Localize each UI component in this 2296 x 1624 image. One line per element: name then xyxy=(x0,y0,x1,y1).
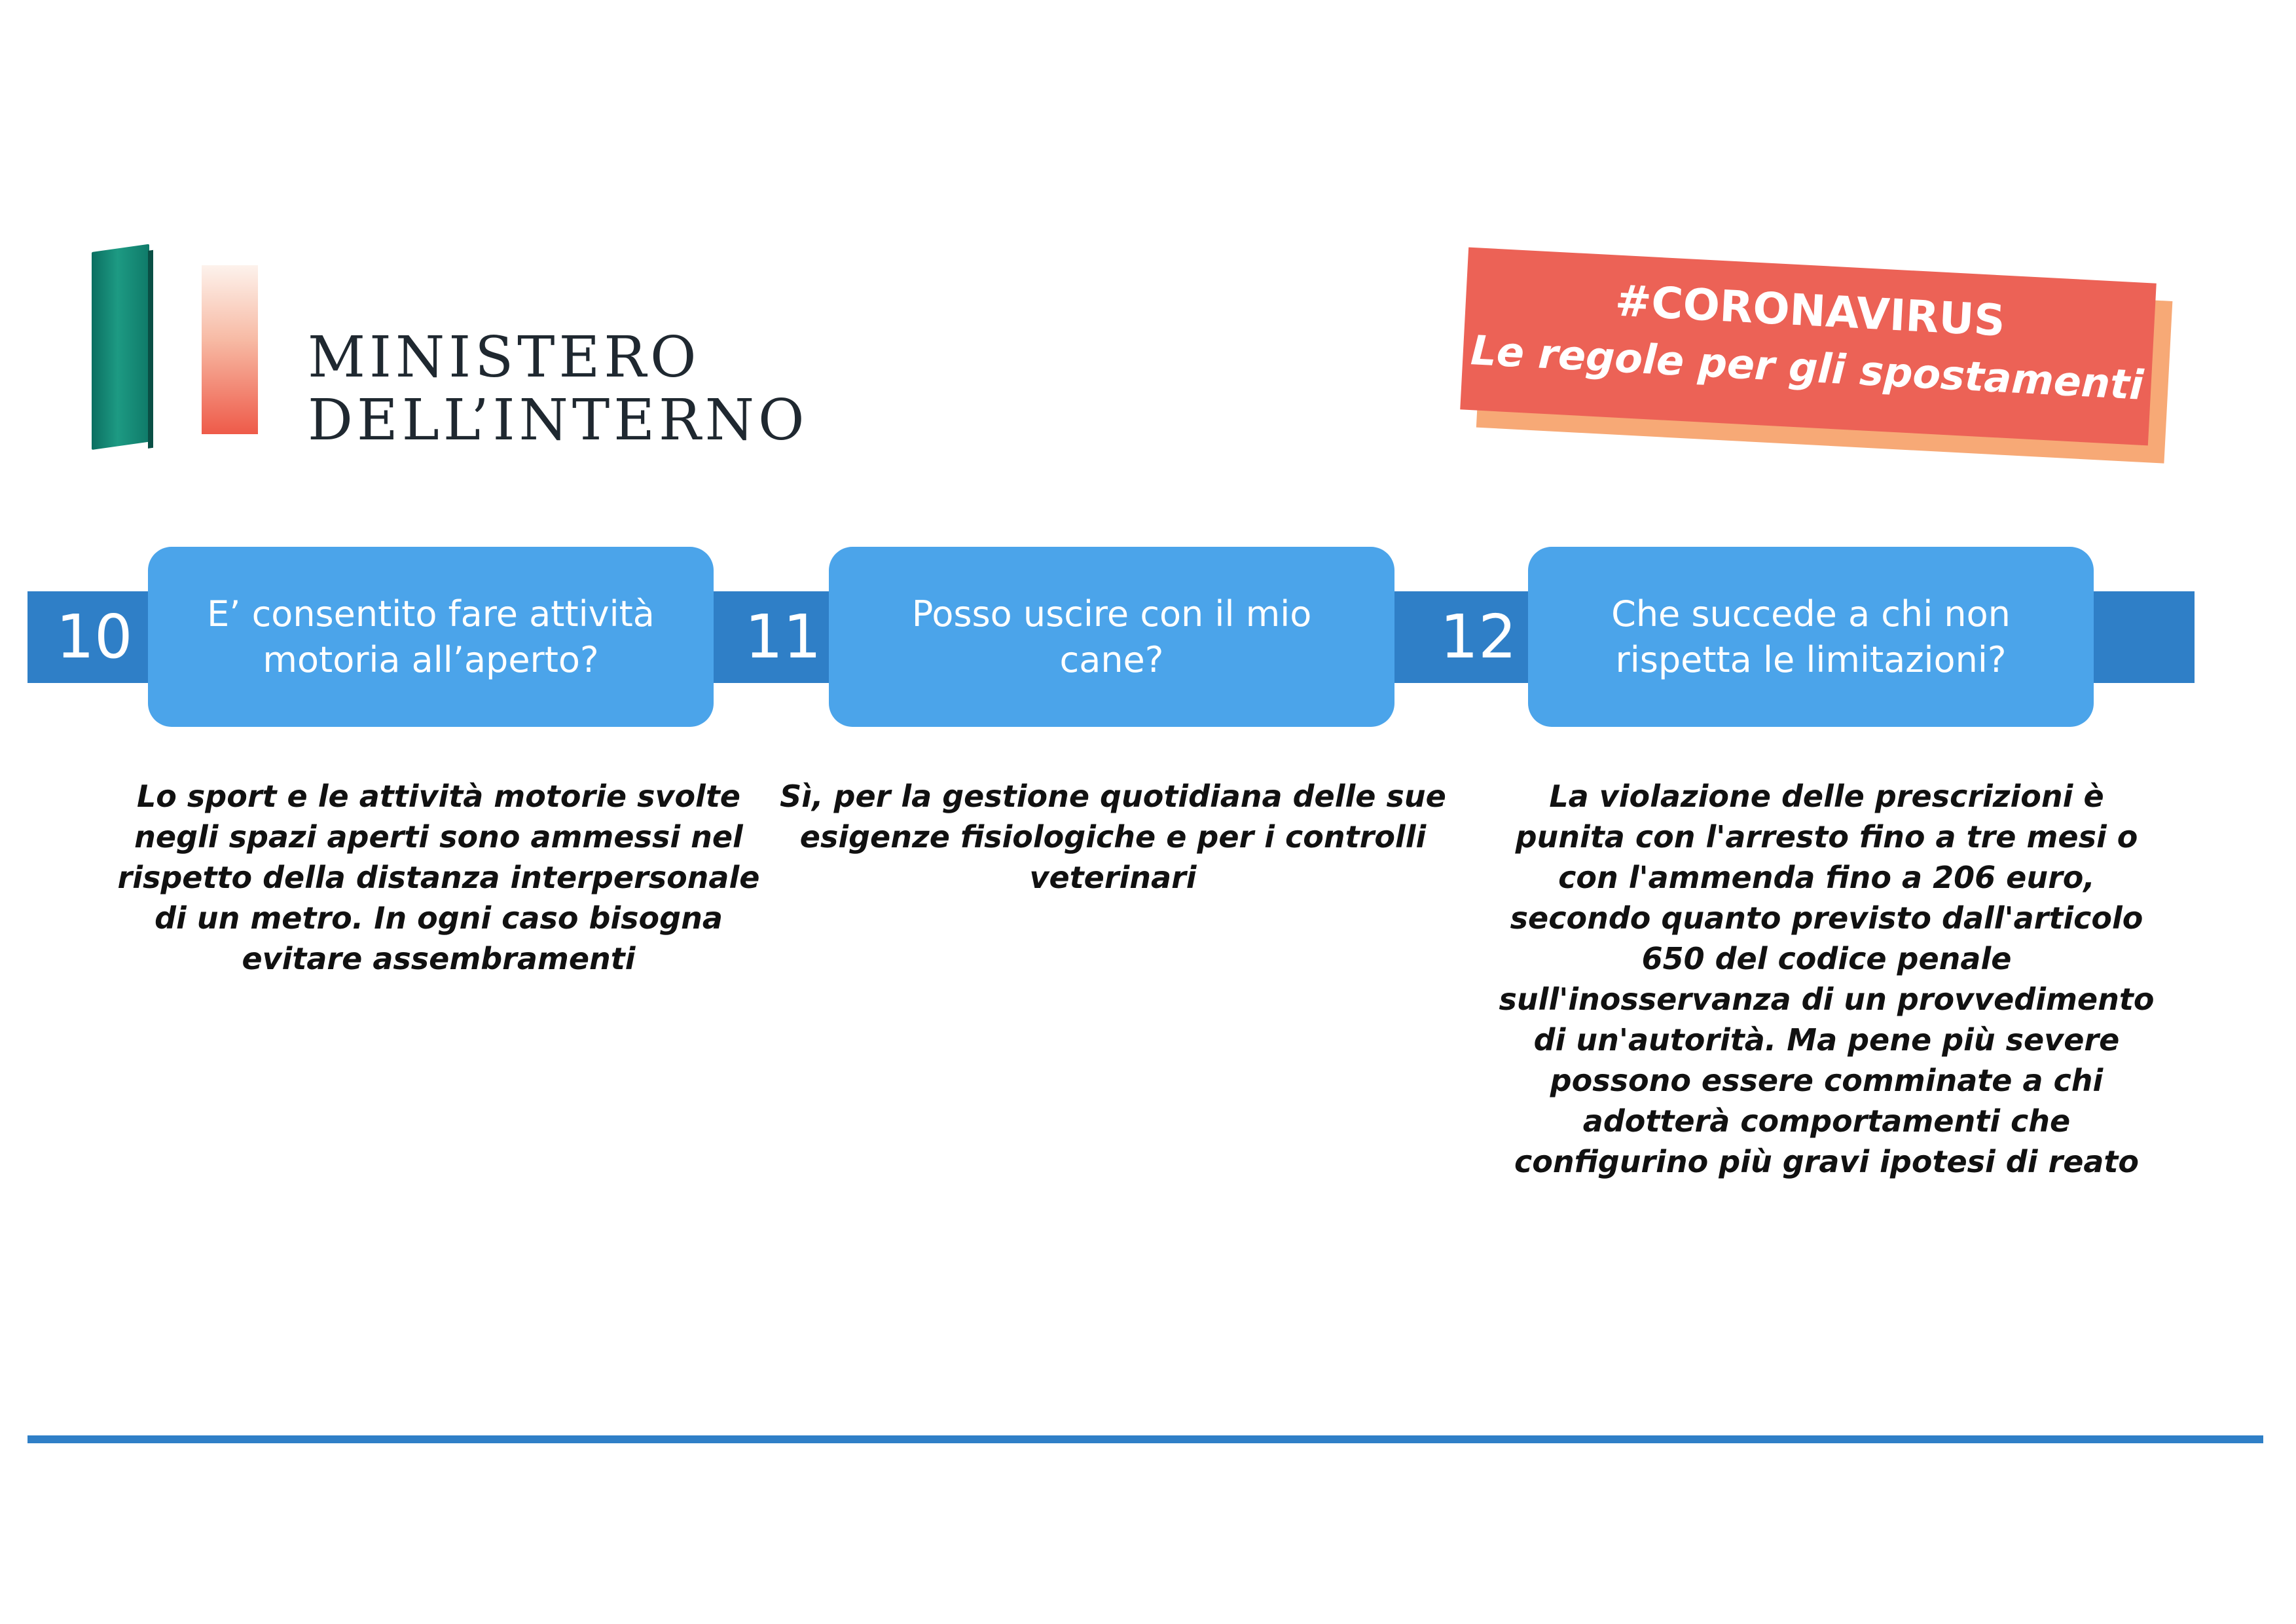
answer-12: La violazione delle prescrizioni è punita con l'arresto fino a tre mesi o con l'ammenda fino a 206 euro, secondo quanto previsto dall'articolo 650 del codice penale sull'inosservanza di un provvedimento di un'autorità. Ma pene più severe possono essere comminate a chi adotterà comportamenti che configurino più gravi ipotesi di reato xyxy=(1499,779,2155,1179)
answer-11: Sì, per la gestione quotidiana delle sue esigenze fisiologiche e per i controlli veterinari xyxy=(780,779,1446,895)
question-box-12: Che succede a chi non rispetta le limitazioni? xyxy=(1528,547,2094,727)
question-box-11: Posso uscire con il mio cane? xyxy=(829,547,1394,727)
banner-subtitle: Le regole per gli spostamenti xyxy=(1469,326,2145,409)
question-number-10: 10 xyxy=(56,602,133,672)
ministry-name xyxy=(308,326,809,452)
banner-title: #CORONAVIRUS xyxy=(1614,275,2007,346)
question-box-10: E’ consentito fare attività motoria all’aperto? xyxy=(148,547,714,727)
ministry-name-line2: DELL’INTERNO xyxy=(308,388,809,453)
question-number-11: 11 xyxy=(744,602,822,672)
flag-red-bar xyxy=(202,265,258,434)
ministry-name-line1: MINISTERO xyxy=(308,325,701,390)
flag-green-bar xyxy=(92,244,149,450)
question-number-12: 12 xyxy=(1440,602,1517,672)
answer-10: Lo sport e le attività motorie svolte negli spazi aperti sono ammessi nel rispetto della distanza interpersonale di un metro. In ogni caso bisogna evitare assembramenti xyxy=(117,779,760,976)
bottom-divider xyxy=(27,1435,2263,1443)
coronavirus-banner xyxy=(1460,248,2157,446)
